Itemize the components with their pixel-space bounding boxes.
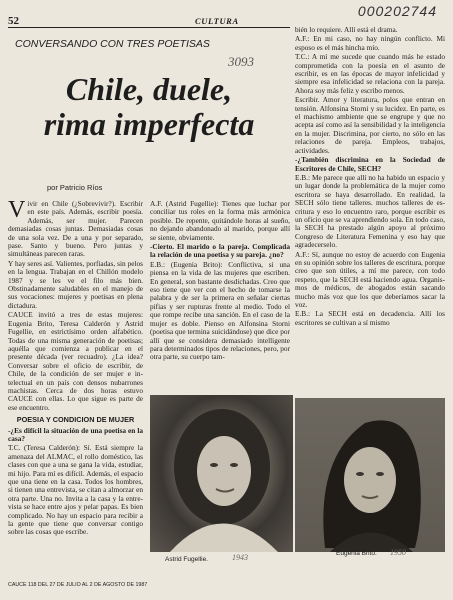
photo-astrid-fugellie — [150, 395, 293, 552]
interview-question: -¿También discrimina en la Sociedad de Escritores de Chile, SECH? — [295, 155, 445, 173]
interview-answer: E.B.: La SECH está en decadencia. Allí los escritores se cultivan a sí mismo — [295, 309, 445, 327]
footer-issue-line: CAUCE 118 DEL 27 DE JULIO AL 2 DE AGOSTO DE 1987 — [8, 582, 148, 588]
subheading: POESIA Y CONDICION DE MUJER — [16, 415, 135, 425]
page-number: 52 — [8, 15, 19, 27]
photo-caption: Eugenia Brito. — [336, 550, 377, 557]
interview-answer: bién lo requiere. Allí está el drama. — [295, 25, 398, 34]
section-label: CULTURA — [195, 16, 239, 26]
handwritten-number: 3093 — [228, 54, 254, 69]
header-rule — [8, 27, 290, 28]
interview-answer: E.B.: Me parece que allí no ha habido un espacio y un lugar donde la problemática de la mujer como escritora se haya desarrollado. En realidad, la SECH sólo tiene talleres. muchos talleres de escritura y eso lo encuentro raro, porque escribir es un oficio que se va aprendiendo sola. En todo caso, la SECH ha prestado algún apoyo al próximo Congreso de Literatura Femenina y eso hay que agradecerselo. — [295, 172, 445, 250]
kicker: CONVERSANDO CON TRES POETISAS — [15, 38, 210, 50]
column-3 — [295, 26, 445, 328]
interview-question: -¿Es difícil la situación de una poetisa en la casa? — [8, 425, 143, 443]
paragraph: CAUCE invitó a tres de estas mujeres: Eugenia Brito, Teresa Calderón y Astrid Fugellie, en estrictísimo orden alfabético. Todas de una misma generación de poetisas; aquélla que comienza a publicar en el presente década (ver recuadro). ¿La idea? Conversar sobre el oficio de escribir, de Chile, de la condición de ser mujer e intelectual en un país con densos nubarrones machistas. Cerca de dos horas estuvo CAUCE con ellas. Lo que sigue es parte de ese encuentro. — [8, 310, 143, 412]
interview-answer: T.C.: A mí me sucede que cuando más he estado comprometida con la poesía en el asunto de escribir, es en las épocas de mayor infelicidad y siempre esa infelicidad se relaciona con la pareja. Ahora soy más feliz y escribo menos. — [295, 52, 445, 95]
paragraph: Y hay seres así. Valientes, porfiadas, sin pelos en la lengua. Trabajan en el Chillón modelo 1987 y se les ve el filo más bien. Obstinadamente saludables en el manejo de sus vocaciones: mujeres y poetisas en plena dictadura. — [8, 258, 143, 310]
interview-answer: T.C. (Teresa Calderón): Sí. Está siempre la amenaza del ALMAC, el rollo doméstico, las clases con que a una se gana la vida, estudiar, mi hijo. Para mí es difícil. Además, el espacio que una tiene en la casa. Todos los hombres, si tienen una entrevista, se citan a almorzar en otra parte. Una no. Invita a la casa y la entrevista se hace entre ajos y pelar papas. Es bien complicado. No hay un espacio para recibir a la gente que tiene que conversar contigo sobre las cosas que escribe. — [8, 443, 143, 537]
headline-line-2: rima imperfecta — [43, 106, 255, 142]
archive-stamp-number: 000202744 — [357, 3, 437, 19]
interview-answer: E.B.: (Eugenia Brito): Conflictiva, si una piensa en la vida de las mujeres que escriben. En general, son bastante desdichadas. Creo que eso tiene que ver con el hecho de tomarse la palabra y de ser la primera en señalar ciertas pifias y ser rupturas frente al medio. Todo el que rompe recibe una sanción. En el caso de la mujer es doble. Pienso en Alfonsina Storni (poetisa que termina suicidándose) que dice por allí que se considera demasiado intelligente para determinados tipos de relaciones, pero, por otra parte, su cuerpo tam- — [150, 259, 290, 362]
column-2 — [150, 200, 290, 363]
photo-caption: Astrid Fugellie. — [165, 556, 208, 563]
interview-answer: A.F.: Sí, aunque no estoy de acuerdo con Eugenia en su opinión sobre los talleres de escritura, porque creo que son útiles, a mí me parece, con todo respeto, que la SECH está haciendo agua. Organismos de médicos, de abogados están sacando mucho más voz que los que deberíamos sacar la voz. — [295, 249, 445, 309]
handwritten-year: 1950 — [390, 548, 406, 557]
paragraph: Escribir. Amor y literatura, polos que entran en tensión. Alfonsina Storni y su lucidez. En parte, es el machismo ambiente que se engrupe y que no acepta así como así la sensibilidad y la inteligencia en la mujer. Discrimina, por cierto, no sólo en las relaciones de pareja. Empleos, trabajos, actividades. — [295, 95, 445, 155]
photo-eugenia-brito — [295, 398, 445, 552]
byline: por Patricio Ríos — [47, 183, 103, 192]
interview-answer: A.F.: En mi caso, no hay ningún conflicto. Mi esposo es el más hincha mío. — [295, 34, 445, 52]
headline — [8, 72, 290, 142]
handwritten-year: 1943 — [232, 553, 248, 562]
interview-answer: A.F. (Astrid Fugellie): Tienes que luchar por conciliar tus roles en la forma más armónica posible. De repente, quitándole horas al sueño, no dejando abandonado al marido, porque allí se siente, obviamente. — [150, 199, 290, 242]
paragraph: Vivir en Chile (¿Sobrevivir?). Escribir en este país. Además, escribir poesía. Además, ser mujer. Parecen demasiadas cosas juntas. Demasiadas cosas de una sola vez. De a una y por separado, pase. Santo y bueno. Pero juntas y simultáneas parecen raras. — [8, 197, 143, 259]
interview-question: -Cierto. El marido o la pareja. Complicada la relación de una poetisa y su pareja. ¿no? — [150, 242, 290, 260]
headline-line-1: Chile, duele, — [65, 71, 233, 107]
portrait-illustration — [295, 398, 445, 552]
column-1 — [8, 197, 143, 538]
drop-cap: V — [8, 197, 26, 223]
portrait-illustration — [150, 395, 293, 552]
